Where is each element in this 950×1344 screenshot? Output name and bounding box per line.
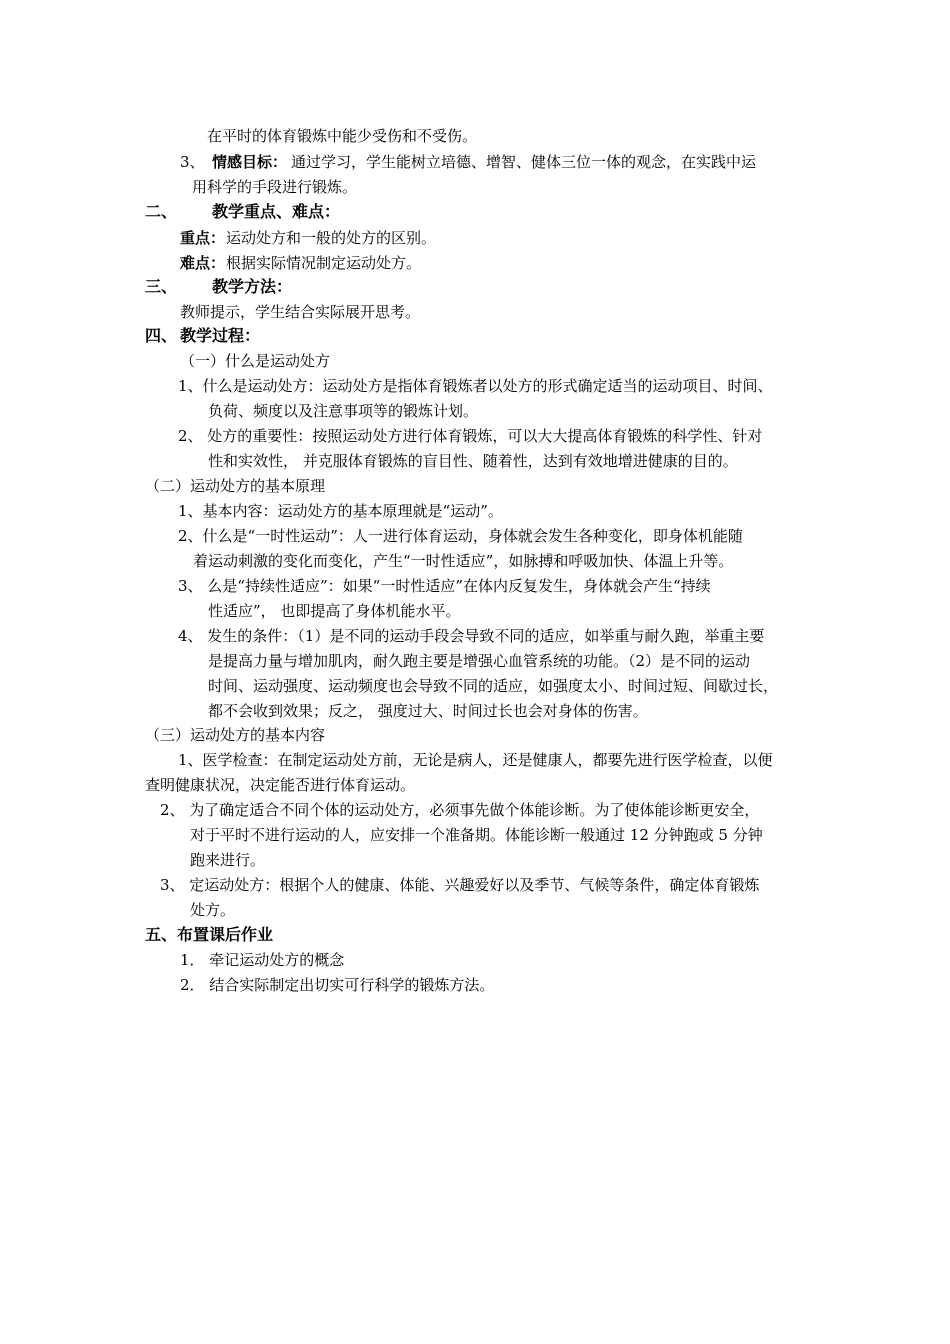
text-line: 1、基本内容：运动处方的基本原理就是“运动”。 (178, 502, 503, 520)
section-number: 二、 (145, 202, 178, 221)
section-heading: 教学过程： (180, 326, 261, 345)
section-heading: 教学重点、难点： (212, 202, 341, 221)
text-line: 性适应”， 也即提高了身体机能水平。 (208, 602, 461, 620)
section-heading: 教学方法： (212, 277, 293, 296)
list-number: 3、 (180, 153, 205, 171)
section-number: 三、 (145, 277, 178, 296)
text-line: 教师提示，学生结合实际展开思考。 (180, 303, 421, 321)
text-line: 4、 发生的条件：（1）是不同的运动手段会导致不同的适应，如举重与耐久跑，举重主要 (178, 627, 765, 645)
section-heading: 五、布置课后作业 (145, 925, 274, 944)
text-line: 查明健康状况，决定能否进行体育运动。 (145, 776, 416, 794)
bold-label: 情感目标： (212, 153, 288, 171)
bold-label: 重点： (180, 229, 226, 247)
text-line: 着运动刺激的变化而变化，产生“一时性适应”，如脉搏和呼吸加快、体温上升等。 (193, 552, 734, 570)
text-line: 性和实效性， 并克服体育锻炼的盲目性、随着性，达到有效地增进健康的目的。 (208, 452, 738, 470)
text-line: 2、 处方的重要性：按照运动处方进行体育锻炼，可以大大提高体育锻炼的科学性、针对 (178, 427, 763, 445)
text-line: 根据实际情况制定运动处方。 (226, 254, 422, 272)
text-line: 运动处方和一般的处方的区别。 (226, 229, 437, 247)
list-item: 1． 牵记运动处方的概念 (180, 951, 345, 969)
text-line: 负荷、频度以及注意事项等的锻炼计划。 (208, 402, 479, 420)
text-line: 用科学的手段进行锻炼。 (192, 178, 358, 196)
list-item: 2． 结合实际制定出切实可行科学的锻炼方法。 (180, 976, 495, 994)
subsection-heading: （一）什么是运动处方 (180, 352, 331, 370)
section-number: 四、 (145, 326, 178, 345)
text-line: 1、什么是运动处方：运动处方是指体育锻炼者以处方的形式确定适当的运动项目、时间、 (178, 377, 773, 395)
subsection-heading: （二）运动处方的基本原理 (145, 477, 326, 495)
bold-label: 难点： (180, 254, 226, 272)
text-line: 对于平时不进行运动的人，应安排一个准备期。体能诊断一般通过 12 分钟跑或 5 分钟 (190, 826, 763, 844)
text-line: 2、什么是“一时性运动”：人一进行体育运动，身体就会发生各种变化，即身体机能随 (178, 527, 743, 545)
text-line: 2、 为了确定适合不同个体的运动处方，必须事先做个体能诊断。为了使体能诊断更安全， (160, 801, 760, 819)
text-line: 跑来进行。 (190, 851, 266, 869)
subsection-heading: （三）运动处方的基本内容 (145, 726, 326, 744)
text-line: 通过学习，学生能树立培德、增智、健体三位一体的观念，在实践中运 (291, 153, 757, 171)
text-line: 处方。 (190, 901, 236, 919)
text-line: 是提高力量与增加肌肉，耐久跑主要是增强心血管系统的功能。（2）是不同的运动 (208, 652, 751, 670)
text-line: 时间、运动强度、运动频度也会导致不同的适应，如强度太小、时间过短、间歇过长， (208, 677, 779, 695)
text-line: 1、医学检查：在制定运动处方前，无论是病人，还是健康人，都要先进行医学检查，以便 (178, 751, 773, 769)
text-line: 都不会收到效果；反之， 强度过大、时间过长也会对身体的伤害。 (208, 702, 648, 720)
text-line: 3、 么是“持续性适应”：如果“一时性适应”在体内反复发生，身体就会产生“持续 (178, 577, 711, 595)
text-line: 3、 定运动处方：根据个人的健康、体能、兴趣爱好以及季节、气候等条件，确定体育锻炼 (160, 876, 760, 894)
text-line: 在平时的体育锻炼中能少受伤和不受伤。 (207, 127, 478, 145)
